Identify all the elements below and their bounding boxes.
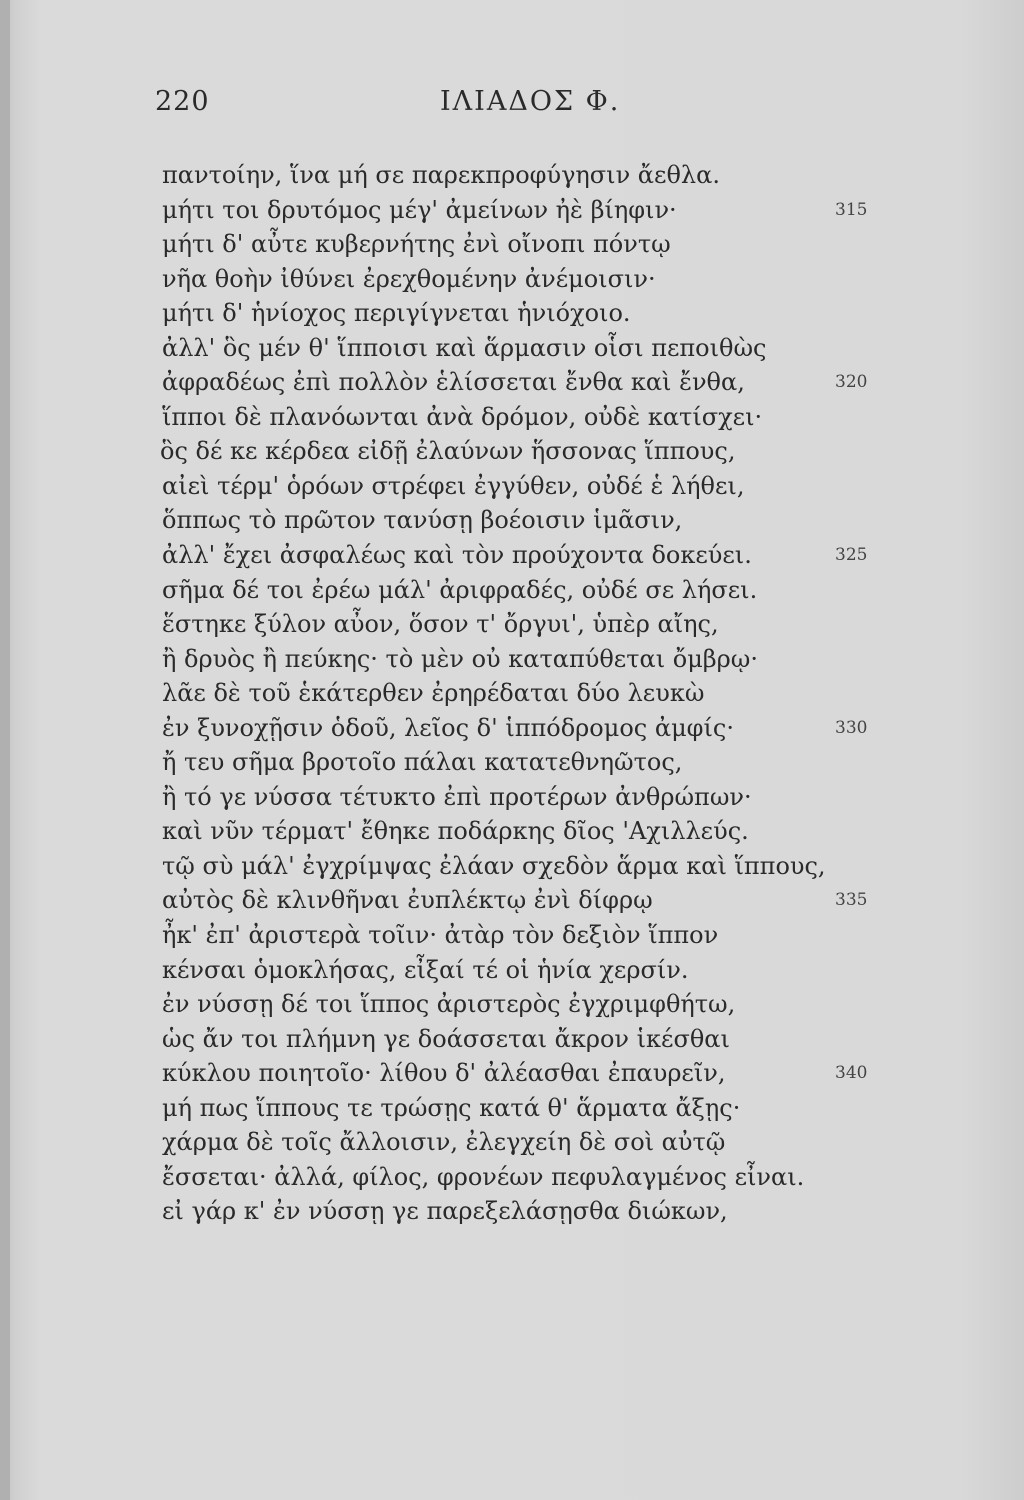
verse-line xyxy=(0,400,1024,435)
verse-line xyxy=(0,607,1024,642)
verse-text: ἵπποι δὲ πλανόωνται ἀνὰ δρόμον, οὐδὲ κατίσχει· xyxy=(162,402,763,431)
verse-line xyxy=(0,814,1024,849)
verse-text: ἢ δρυὸς ἢ πεύκης· τὸ μὲν οὐ καταπύθεται ὄμβρῳ· xyxy=(162,644,758,673)
verse-line xyxy=(0,849,1024,884)
line-number: 340 xyxy=(835,1063,868,1084)
verse-text: μήτι τοι δρυτόμος μέγ' ἀμείνων ἠὲ βίηφιν· xyxy=(162,195,677,224)
line-number: 330 xyxy=(835,717,868,738)
verse-line xyxy=(0,227,1024,262)
verse-block xyxy=(0,158,1024,1229)
verse-text: ἐν νύσσῃ δέ τοι ἵππος ἀριστερὸς ἐγχριμφθήτω, xyxy=(162,990,736,1019)
verse-text: ὡς ἄν τοι πλήμνη γε δοάσσεται ἄκρον ἱκέσθαι xyxy=(162,1024,730,1053)
verse-line xyxy=(0,780,1024,815)
verse-text: ἦκ' ἐπ' ἀριστερὰ τοῖιν· ἀτὰρ τὸν δεξιὸν ἵππον xyxy=(162,921,719,950)
line-number: 325 xyxy=(835,545,868,566)
verse-text: ἢ τό γε νύσσα τέτυκτο ἐπὶ προτέρων ἀνθρώπων· xyxy=(162,782,752,811)
verse-text: ἕστηκε ξύλον αὖον, ὅσον τ' ὄργυι', ὑπὲρ αἴης, xyxy=(162,610,719,639)
verse-text: ἤ τευ σῆμα βροτοῖο πάλαι κατατεθνηῶτος, xyxy=(162,748,683,777)
verse-text: μήτι δ' αὖτε κυβερνήτης ἐνὶ οἴνοπι πόντῳ xyxy=(162,230,671,259)
verse-line xyxy=(0,262,1024,297)
verse-line xyxy=(0,1125,1024,1160)
verse-line xyxy=(0,573,1024,608)
line-number: 315 xyxy=(835,199,868,220)
verse-line xyxy=(0,676,1024,711)
page-header xyxy=(155,86,835,126)
verse-text: ἀλλ' ἔχει ἀσφαλέως καὶ τὸν προύχοντα δοκεύει. xyxy=(162,541,752,570)
verse-line xyxy=(0,469,1024,504)
verse-line xyxy=(0,296,1024,331)
verse-line xyxy=(0,193,1024,228)
verse-text: εἰ γάρ κ' ἐν νύσσῃ γε παρεξελάσῃσθα διώκων, xyxy=(162,1197,728,1226)
verse-line xyxy=(0,745,1024,780)
verse-text: τῷ σὺ μάλ' ἐγχρίμψας ἐλάαν σχεδὸν ἅρμα καὶ ἵππους, xyxy=(162,851,826,880)
running-title: ΙΛΙΑΔΟΣ Φ. xyxy=(440,86,621,117)
verse-text: καὶ νῦν τέρματ' ἔθηκε ποδάρκης δῖος 'Αχιλλεύς. xyxy=(162,817,749,846)
verse-line xyxy=(0,1056,1024,1091)
line-number: 320 xyxy=(835,372,868,393)
verse-line xyxy=(0,158,1024,193)
verse-line xyxy=(0,1022,1024,1057)
verse-text: ὅππως τὸ πρῶτον τανύσῃ βοέοισιν ἱμᾶσιν, xyxy=(162,506,683,535)
verse-line xyxy=(0,503,1024,538)
verse-text: ἀφραδέως ἐπὶ πολλὸν ἑλίσσεται ἔνθα καὶ ἔνθα, xyxy=(162,368,745,397)
verse-line xyxy=(0,987,1024,1022)
verse-text: αὐτὸς δὲ κλινθῆναι ἐυπλέκτῳ ἐνὶ δίφρῳ xyxy=(162,886,653,915)
verse-line xyxy=(0,1091,1024,1126)
verse-line xyxy=(0,1160,1024,1195)
verse-text: ἐν ξυνοχῇσιν ὁδοῦ, λεῖος δ' ἱππόδρομος ἀμφίς· xyxy=(162,713,734,742)
verse-text: κένσαι ὁμοκλήσας, εἶξαί τέ οἱ ἡνία χερσίν. xyxy=(162,955,689,984)
verse-line xyxy=(0,883,1024,918)
verse-line xyxy=(0,331,1024,366)
verse-text: χάρμα δὲ τοῖς ἄλλοισιν, ἐλεγχείη δὲ σοὶ αὐτῷ xyxy=(162,1128,726,1157)
verse-line xyxy=(0,918,1024,953)
verse-line xyxy=(0,711,1024,746)
verse-text: παντοίην, ἵνα μή σε παρεκπροφύγησιν ἄεθλα. xyxy=(162,161,720,189)
verse-text: αἰεὶ τέρμ' ὁρόων στρέφει ἐγγύθεν, οὐδέ ἑ λήθει, xyxy=(162,471,745,500)
verse-text: σῆμα δέ τοι ἐρέω μάλ' ἀριφραδές, οὐδέ σε λήσει. xyxy=(162,575,758,604)
verse-text: μήτι δ' ἡνίοχος περιγίγνεται ἡνιόχοιο. xyxy=(162,299,631,328)
verse-text: ὃς δέ κε κέρδεα εἰδῇ ἐλαύνων ἥσσονας ἵππους, xyxy=(160,437,736,466)
verse-line xyxy=(0,642,1024,677)
verse-text: λᾶε δὲ τοῦ ἑκάτερθεν ἐρηρέδαται δύο λευκὼ xyxy=(162,679,705,708)
verse-line xyxy=(0,434,1024,469)
verse-text: ἔσσεται· ἀλλά, φίλος, φρονέων πεφυλαγμένος εἶναι. xyxy=(162,1162,805,1191)
verse-text: ἀλλ' ὃς μέν θ' ἵπποισι καὶ ἅρμασιν οἷσι πεποιθὼς xyxy=(162,333,767,362)
verse-line xyxy=(0,1194,1024,1229)
verse-text: νῆα θοὴν ἰθύνει ἐρεχθομένην ἀνέμοισιν· xyxy=(162,264,656,293)
verse-text: μή πως ἵππους τε τρώσῃς κατά θ' ἅρματα ἄξῃς· xyxy=(162,1093,741,1122)
verse-line xyxy=(0,365,1024,400)
verse-line xyxy=(0,538,1024,573)
verse-line xyxy=(0,953,1024,988)
line-number: 335 xyxy=(835,890,868,911)
verse-text: κύκλου ποιητοῖο· λίθου δ' ἀλέασθαι ἐπαυρεῖν, xyxy=(162,1059,726,1088)
page-number: 220 xyxy=(155,86,210,117)
